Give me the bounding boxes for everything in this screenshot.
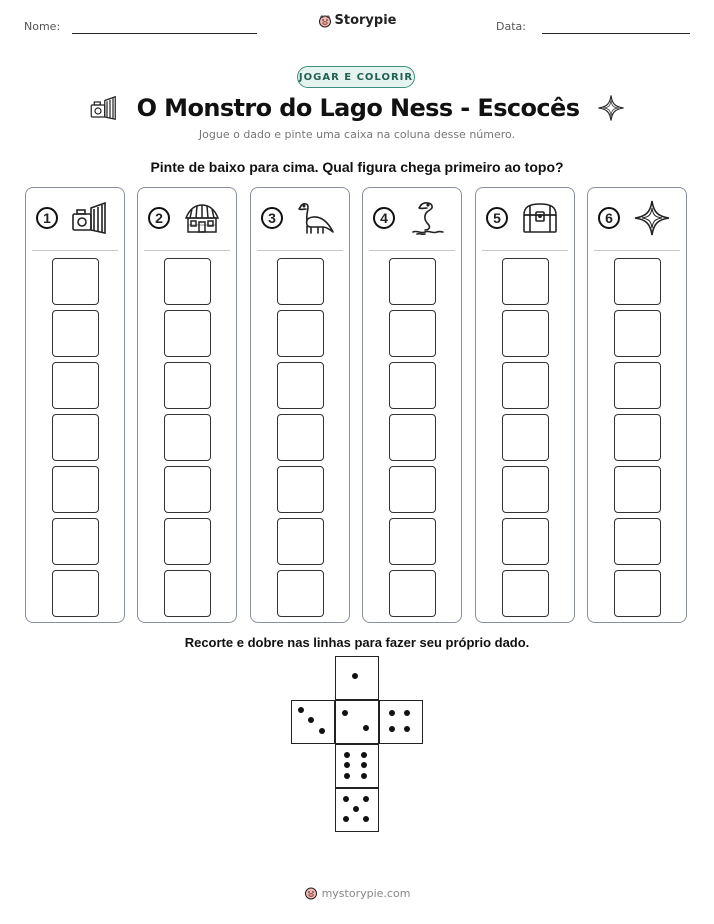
- column-3: [250, 187, 350, 623]
- name-label: Nome:: [24, 20, 61, 33]
- pig-mascot-icon: [318, 14, 332, 28]
- pip: [361, 773, 367, 779]
- column-number: 6: [598, 207, 620, 229]
- color-box[interactable]: [502, 414, 549, 461]
- color-box[interactable]: [164, 518, 211, 565]
- die-face-2: [335, 700, 379, 744]
- date-line: [542, 33, 690, 34]
- color-box[interactable]: [164, 414, 211, 461]
- color-box[interactable]: [614, 570, 661, 617]
- thatched-cottage-icon: [182, 200, 222, 236]
- column-header: [251, 188, 349, 250]
- pip: [389, 710, 395, 716]
- column-header: [588, 188, 686, 250]
- color-box[interactable]: [502, 570, 549, 617]
- color-box[interactable]: [52, 414, 99, 461]
- cutout-instruction: Recorte e dobre nas linhas para fazer seu próprio dado.: [184, 635, 530, 650]
- column-divider: [257, 250, 343, 251]
- pip: [404, 710, 410, 716]
- color-box[interactable]: [389, 258, 436, 305]
- color-box[interactable]: [389, 362, 436, 409]
- column-6: [587, 187, 687, 623]
- subtitle: Jogue o dado e pinte uma caixa na coluna desse número.: [198, 128, 516, 141]
- color-box[interactable]: [502, 258, 549, 305]
- color-box[interactable]: [277, 414, 324, 461]
- pip: [361, 752, 367, 758]
- column-5: [475, 187, 575, 623]
- camera-icon: [89, 93, 119, 123]
- pip: [404, 726, 410, 732]
- column-1: [25, 187, 125, 623]
- page-title: O Monstro do Lago Ness - Escocês: [136, 94, 580, 122]
- color-box[interactable]: [277, 570, 324, 617]
- color-box[interactable]: [502, 518, 549, 565]
- die-face-3: [291, 700, 335, 744]
- color-box[interactable]: [502, 466, 549, 513]
- sparkle-icon: [597, 94, 625, 122]
- pip: [344, 752, 350, 758]
- color-box[interactable]: [164, 258, 211, 305]
- brand-name: Storypie: [334, 13, 397, 28]
- instruction: Pinte de baixo para cima. Qual figura chega primeiro ao topo?: [150, 159, 564, 175]
- color-box[interactable]: [52, 466, 99, 513]
- color-box[interactable]: [277, 362, 324, 409]
- column-4: [362, 187, 462, 623]
- pip: [344, 773, 350, 779]
- dinosaur-icon: [295, 200, 335, 236]
- sparkle-icon: [632, 200, 672, 236]
- pip: [344, 762, 350, 768]
- pip: [319, 728, 325, 734]
- column-number: 5: [486, 207, 508, 229]
- column-header: [138, 188, 236, 250]
- category-badge: JOGAR E COLORIR: [297, 66, 415, 88]
- color-box[interactable]: [277, 466, 324, 513]
- color-box[interactable]: [164, 362, 211, 409]
- color-box[interactable]: [614, 518, 661, 565]
- color-box[interactable]: [164, 570, 211, 617]
- title-row: [0, 90, 714, 126]
- color-box[interactable]: [614, 310, 661, 357]
- column-divider: [144, 250, 230, 251]
- column-number: 1: [36, 207, 58, 229]
- pip: [361, 762, 367, 768]
- die-face-6: [335, 744, 379, 788]
- date-label: Data:: [496, 20, 526, 33]
- color-box[interactable]: [52, 570, 99, 617]
- color-box[interactable]: [164, 310, 211, 357]
- column-divider: [369, 250, 455, 251]
- pip: [353, 806, 359, 812]
- color-box[interactable]: [52, 310, 99, 357]
- color-box[interactable]: [277, 310, 324, 357]
- die-face-1: [335, 656, 379, 700]
- color-box[interactable]: [164, 466, 211, 513]
- column-header: [476, 188, 574, 250]
- column-2: [137, 187, 237, 623]
- pip: [363, 816, 369, 822]
- pip: [352, 673, 358, 679]
- color-box[interactable]: [389, 310, 436, 357]
- pip: [342, 710, 348, 716]
- color-box[interactable]: [389, 466, 436, 513]
- pig-mascot-icon: [304, 886, 318, 900]
- color-box[interactable]: [502, 310, 549, 357]
- column-header: [26, 188, 124, 250]
- color-box[interactable]: [614, 362, 661, 409]
- column-number: 3: [261, 207, 283, 229]
- name-line: [72, 33, 257, 34]
- column-number: 2: [148, 207, 170, 229]
- treasure-chest-icon: [520, 200, 560, 236]
- color-box[interactable]: [389, 518, 436, 565]
- loch-ness-monster-icon: [407, 200, 447, 236]
- column-number: 4: [373, 207, 395, 229]
- color-box[interactable]: [389, 570, 436, 617]
- footer: [0, 886, 714, 900]
- pip: [298, 707, 304, 713]
- footer-url[interactable]: mystorypie.com: [321, 886, 411, 900]
- color-box[interactable]: [52, 518, 99, 565]
- column-header: [363, 188, 461, 250]
- pip: [343, 796, 349, 802]
- column-divider: [482, 250, 568, 251]
- color-box[interactable]: [389, 414, 436, 461]
- color-box[interactable]: [52, 258, 99, 305]
- pip: [343, 816, 349, 822]
- color-box[interactable]: [277, 518, 324, 565]
- color-box[interactable]: [52, 362, 99, 409]
- color-box[interactable]: [277, 258, 324, 305]
- color-box[interactable]: [614, 258, 661, 305]
- die-face-5: [335, 788, 379, 832]
- pip: [363, 725, 369, 731]
- camera-icon: [70, 200, 110, 236]
- color-box[interactable]: [614, 414, 661, 461]
- color-box[interactable]: [502, 362, 549, 409]
- column-divider: [594, 250, 680, 251]
- color-box[interactable]: [614, 466, 661, 513]
- brand-logo: [0, 13, 714, 28]
- pip: [389, 726, 395, 732]
- column-divider: [32, 250, 118, 251]
- pip: [308, 717, 314, 723]
- pip: [363, 796, 369, 802]
- die-face-4: [379, 700, 423, 744]
